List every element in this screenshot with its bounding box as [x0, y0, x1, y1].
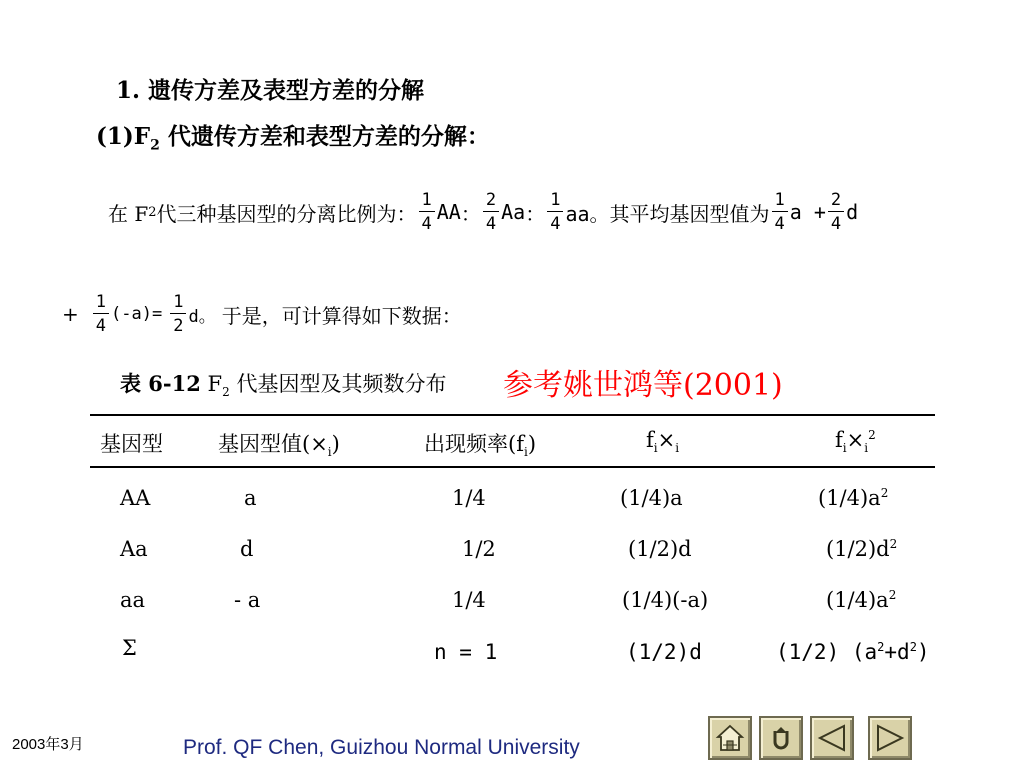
home-icon — [715, 723, 745, 753]
header-f-times-x-squared: $f_i\times_i^2$ — [835, 428, 876, 456]
table-row-recessive-fx: (1/4)(-a) — [622, 588, 709, 612]
section-heading: 1. 遗传方差及表型方差的分解 — [116, 77, 425, 104]
fraction: $\frac{2}{4}$ — [828, 192, 844, 233]
table-row-recessive-frequency: 1/4 — [452, 588, 486, 612]
fraction: $\frac{1}{4}$ — [547, 192, 563, 233]
next-button[interactable] — [868, 716, 912, 760]
header-genotype-value: 基因型值$(\times_i)$ — [218, 432, 340, 460]
table-row-hetero-value: d — [240, 537, 254, 561]
table-row-sum-fx2: (1/2) $(a^2+d^2)$ — [776, 640, 930, 664]
mean-value-text: + $\frac{1}{4}$ (-a)= $\frac{1}{2}$ d。 于是，可计算得如下数据： — [62, 291, 462, 336]
table-header-rule — [90, 466, 935, 468]
table-row-sum-frequency: n = 1 — [434, 640, 498, 664]
table-row-hetero-fx: (1/2)d — [628, 537, 692, 561]
header-genotype: 基因型 — [100, 432, 163, 456]
table-row-aa-frequency: 1/4 — [452, 486, 486, 510]
return-button[interactable] — [759, 716, 803, 760]
reference-citation: 参考姚世鸿等(2001) — [503, 368, 783, 403]
previous-icon — [816, 723, 848, 753]
fraction: $\frac{1}{4}$ — [93, 294, 109, 335]
table-caption: 表 6-12 $F_2$ 代基因型及其频数分布 — [120, 371, 447, 400]
next-icon — [874, 723, 906, 753]
table-row-aa-genotype: AA — [120, 486, 151, 510]
home-button[interactable] — [708, 716, 752, 760]
table-row-aa-value: a — [244, 486, 257, 510]
table-row-aa-fx2: $(1/4)a^2$ — [818, 486, 889, 510]
table-row-recessive-value: - a — [234, 588, 261, 612]
table-row-recessive-fx2: $(1/4)a^2$ — [826, 588, 897, 612]
segregation-ratio-text: 在 F 2 代三种基因型的分离比例为： $\frac{1}{4}$ AA ： $\frac{2}{4}$ Aa ： $\frac{1}{4}$ aa。 其平均基因型值为 $\frac{1}{4}$ a + $\frac{2}{4}$ d — [108, 189, 859, 234]
table-row-recessive-genotype: aa — [120, 588, 146, 612]
footer-date: 2003年3月 — [12, 736, 84, 753]
subsection-heading: $(1)F_2$ 代遗传方差和表型方差的分解： — [96, 123, 490, 154]
header-f-times-x: $f_i\times_i$ — [646, 428, 680, 456]
return-icon — [766, 723, 796, 753]
table-row-hetero-genotype: Aa — [120, 537, 148, 561]
table-row-sum-fx: (1/2)d — [626, 640, 702, 664]
table-row-aa-fx: (1/4)a — [620, 486, 683, 510]
table-top-rule — [90, 414, 935, 416]
fraction: $\frac{1}{4}$ — [419, 192, 435, 233]
table-row-sum-symbol: Σ — [122, 636, 137, 660]
previous-button[interactable] — [810, 716, 854, 760]
fraction: $\frac{1}{2}$ — [170, 294, 186, 335]
fraction: $\frac{2}{4}$ — [483, 192, 499, 233]
table-row-hetero-fx2: $(1/2)d^2$ — [826, 537, 898, 561]
header-frequency: 出现频率$(f_i)$ — [424, 432, 537, 460]
fraction: $\frac{1}{4}$ — [772, 192, 788, 233]
footer-author: Prof. QF Chen, Guizhou Normal University — [183, 736, 580, 759]
table-row-hetero-frequency: 1/2 — [462, 537, 496, 561]
